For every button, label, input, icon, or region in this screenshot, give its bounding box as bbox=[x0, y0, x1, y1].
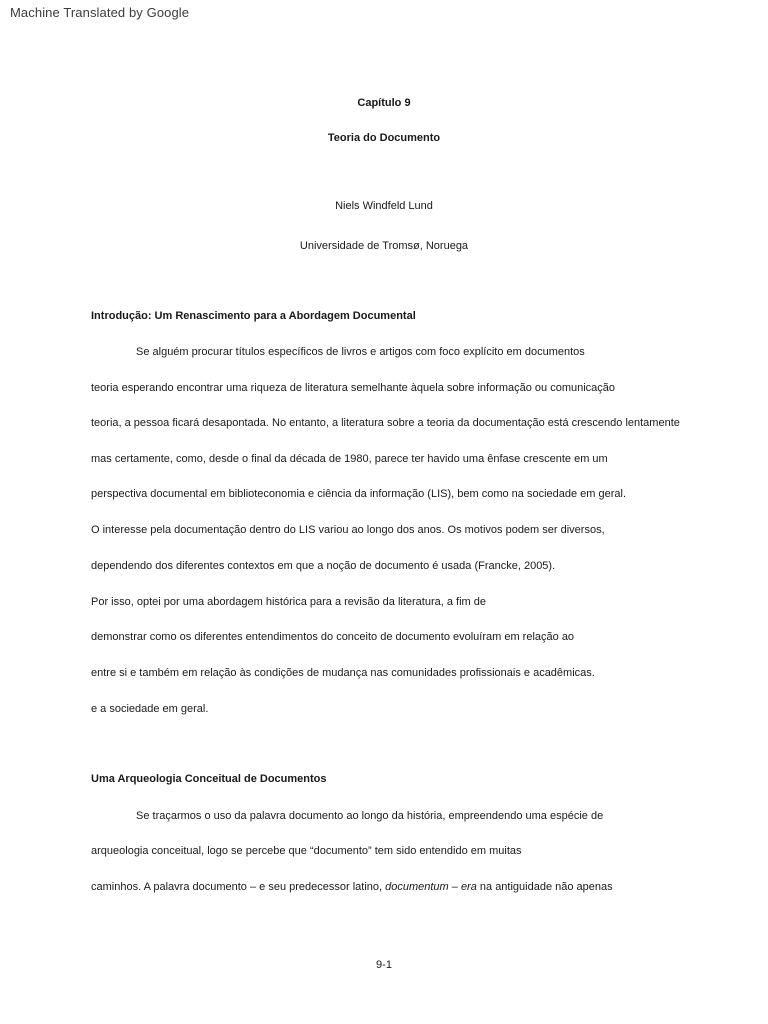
paragraph-line: e a sociedade em geral. bbox=[91, 703, 209, 715]
author-affiliation: Universidade de Tromsø, Noruega bbox=[299, 240, 469, 252]
paragraph-line: arqueologia conceitual, logo se percebe que “documento” tem sido entendido em muitas bbox=[91, 845, 522, 857]
paragraph-line: perspectiva documental em biblioteconomia e ciência da informação (LIS), bem como na sociedade em geral. bbox=[91, 488, 627, 500]
paragraph-line: entre si e também em relação às condições de mudança nas comunidades profissionais e acadêmicas. bbox=[91, 667, 595, 679]
paragraph-line-mixed bbox=[91, 881, 613, 893]
chapter-label: Capítulo 9 bbox=[357, 97, 411, 109]
machine-translation-banner: Machine Translated by Google bbox=[10, 5, 190, 20]
chapter-title: Teoria do Documento bbox=[327, 132, 441, 144]
section-heading-archaeology: Uma Arqueologia Conceitual de Documentos bbox=[91, 773, 327, 785]
section-heading-introduction: Introdução: Um Renascimento para a Abordagem Documental bbox=[91, 310, 416, 322]
paragraph-line: teoria esperando encontrar uma riqueza de literatura semelhante àquela sobre informação ou comunicação bbox=[91, 382, 616, 394]
italic-term: documentum – era bbox=[385, 881, 477, 893]
paragraph-line: teoria, a pessoa ficará desapontada. No entanto, a literatura sobre a teoria da documentação está crescendo lentamente bbox=[91, 417, 680, 429]
paragraph-line: Se traçarmos o uso da palavra documento ao longo da história, empreendendo uma espécie de bbox=[136, 810, 604, 822]
paragraph-line: Se alguém procurar títulos específicos de livros e artigos com foco explícito em documentos bbox=[136, 346, 585, 358]
page-number: 9-1 bbox=[376, 959, 392, 971]
paragraph-line: dependendo dos diferentes contextos em que a noção de documento é usada (Francke, 2005). bbox=[91, 560, 556, 572]
paragraph-line: mas certamente, como, desde o final da década de 1980, parece ter havido uma ênfase crescente em um bbox=[91, 453, 608, 465]
text-run: caminhos. A palavra documento – e seu predecessor latino, bbox=[91, 881, 386, 893]
author-name: Niels Windfeld Lund bbox=[335, 200, 433, 212]
paragraph-line: Por isso, optei por uma abordagem histórica para a revisão da literatura, a fim de bbox=[91, 596, 486, 608]
text-run: na antiguidade não apenas bbox=[476, 881, 613, 893]
paragraph-line: O interesse pela documentação dentro do LIS variou ao longo dos anos. Os motivos podem ser diversos, bbox=[91, 524, 605, 536]
paragraph-line: demonstrar como os diferentes entendimentos do conceito de documento evoluíram em relação ao bbox=[91, 631, 575, 643]
